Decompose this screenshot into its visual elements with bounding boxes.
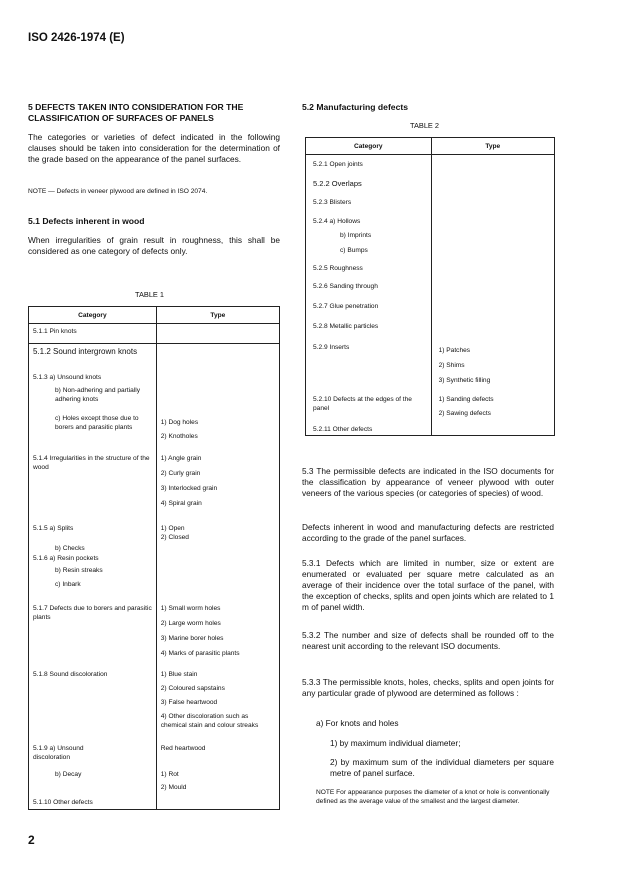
table-cell-type	[431, 319, 554, 339]
table-2-header-type: Type	[431, 138, 554, 155]
table-cell-category: 5.2.7 Glue penetration	[306, 298, 432, 319]
table-cell-category: 5.1.5 a) Splits	[29, 521, 157, 545]
section-5-title	[28, 102, 280, 124]
table-cell-type	[431, 245, 554, 261]
table-row	[306, 298, 555, 319]
table-row	[29, 384, 280, 411]
type-item: 2) Mould	[160, 784, 187, 791]
table-cell-category: 5.2.5 Roughness	[306, 261, 432, 280]
type-item: 3) False heartwood	[160, 699, 218, 706]
table-row	[29, 555, 280, 565]
document-header: ISO 2426-1974 (E)	[28, 32, 125, 44]
table-cell-category: 5.1.6 a) Resin pockets	[29, 555, 157, 565]
table-1	[28, 306, 280, 810]
table-cell-type	[156, 667, 279, 741]
table-cell-category: 5.2.10 Defects at the edges of the panel	[306, 392, 432, 426]
table-2-caption: TABLE 2	[410, 121, 440, 130]
table-row	[306, 245, 555, 261]
table-cell-type	[431, 177, 554, 196]
type-item: 4) Spiral grain	[160, 500, 202, 507]
list-item-2: 2) by maximum sum of the individual diameters per square metre of panel surface.	[330, 757, 554, 778]
table-cell-type	[156, 545, 279, 555]
list-item-1: 1) by maximum individual diameter;	[330, 738, 461, 748]
table-row	[306, 177, 555, 196]
table-cell-category: 5.1.8 Sound discoloration	[29, 667, 157, 741]
type-item: 1) Blue stain	[160, 671, 198, 678]
section-5-3-paragraph2: Defects inherent in wood and manufacturing defects are restricted according to the grade of the panel surfaces.	[302, 522, 554, 543]
table-row	[29, 595, 280, 667]
table-row	[29, 521, 280, 545]
table-cell-category: b) Imprints	[306, 230, 432, 245]
table-cell-type	[156, 565, 279, 579]
page-number: 2	[28, 833, 35, 847]
table-row	[29, 579, 280, 595]
section-5-paragraph: The categories or varieties of defect indicated in the following clauses should be taken into consideration for the determination of the grade based on the appearance of the panel surfaces.	[28, 132, 280, 164]
table-row	[306, 426, 555, 435]
table-row	[29, 545, 280, 555]
table-cell-type	[156, 769, 279, 799]
table-cell-type	[156, 555, 279, 565]
type-item: 1) Open	[160, 525, 185, 532]
table-cell-category: 5.1.9 a) Unsound discoloration	[29, 741, 157, 769]
table-row	[29, 344, 280, 375]
type-item: 1) Sanding defects	[438, 396, 494, 403]
table-cell-category: 5.1.3 a) Unsound knots	[29, 374, 157, 384]
type-item: 1) Rot	[160, 771, 179, 778]
table-row	[306, 392, 555, 426]
table-cell-category: 5.2.4 a) Hollows	[306, 215, 432, 230]
table-cell-type	[156, 799, 279, 810]
section-5-title-line2: CLASSIFICATION OF SURFACES OF PANELS	[28, 113, 214, 123]
section-5-3-paragraph1: 5.3 The permissible defects are indicated in the ISO documents for the classification by appearance of veneer plywood with outer veneers of the various species (or categories of species) of wood.	[302, 466, 554, 498]
table-cell-type	[431, 230, 554, 245]
table-cell-type	[156, 374, 279, 384]
type-item: 1) Dog holes	[160, 419, 199, 426]
table-cell-category: 5.1.4 Irregularities in the structure of the wood	[29, 449, 157, 521]
type-item: 1) Patches	[438, 347, 471, 354]
table-cell-category: 5.1.10 Other defects	[29, 799, 157, 810]
table-row	[29, 741, 280, 769]
section-5-2-title: 5.2 Manufacturing defects	[302, 102, 409, 112]
table-cell-type	[156, 579, 279, 595]
table-cell-category: 5.2.11 Other defects	[306, 426, 432, 435]
type-item: 1) Angle grain	[160, 455, 202, 462]
type-item: 3) Marine borer holes	[160, 635, 224, 642]
type-item: Red heartwood	[160, 745, 206, 752]
type-item: 2) Coloured sapstains	[160, 685, 225, 692]
list-item-a: a) For knots and holes	[316, 718, 399, 728]
table-cell-type	[156, 384, 279, 411]
table-cell-category: b) Non-adhering and partially adhering knots	[29, 384, 157, 411]
section-5-note: NOTE — Defects in veneer plywood are defined in ISO 2074.	[28, 188, 208, 195]
table-row	[29, 799, 280, 810]
table-cell-type	[156, 344, 279, 375]
table-cell-category: 5.2.6 Sanding through	[306, 280, 432, 298]
table-row	[29, 411, 280, 449]
table-cell-category: c) Holes except those due to borers and parasitic plants	[29, 411, 157, 449]
table-row	[29, 667, 280, 741]
table-2	[305, 137, 555, 436]
table-cell-type	[431, 339, 554, 392]
section-5-3-note: NOTE For appearance purposes the diameter of a knot or hole is conventionally defined as the average value of the smallest and the largest diameter.	[316, 789, 550, 805]
table-row	[29, 769, 280, 799]
type-item: 2) Knotholes	[160, 433, 198, 440]
table-row	[306, 339, 555, 392]
table-row	[29, 374, 280, 384]
table-cell-type	[431, 298, 554, 319]
table-cell-category: c) Bumps	[306, 245, 432, 261]
table-cell-category: 5.1.7 Defects due to borers and parasitic plants	[29, 595, 157, 667]
table-row	[306, 230, 555, 245]
table-cell-category: 5.1.2 Sound intergrown knots	[29, 344, 157, 375]
type-item: 2) Curly grain	[160, 470, 201, 477]
table-cell-category: c) Inbark	[29, 579, 157, 595]
table-row	[306, 215, 555, 230]
table-1-caption: TABLE 1	[135, 290, 165, 299]
section-5-3-1-paragraph: 5.3.1 Defects which are limited in number, size or extent are enumerated or evaluated per square metre calculated as an average of their incidence over the total surface of the panel, with the exception of checks, splits and open joints which are related to 1 m of panel width.	[302, 558, 554, 612]
table-cell-type	[156, 521, 279, 545]
table-row	[306, 155, 555, 178]
table-cell-type	[156, 741, 279, 769]
table-1-header-category: Category	[29, 307, 157, 324]
table-cell-category: 5.2.2 Overlaps	[306, 177, 432, 196]
table-row	[29, 565, 280, 579]
section-5-1-paragraph: When irregularities of grain result in roughness, this shall be considered as one category of defects only.	[28, 235, 280, 256]
type-item: 2) Large worm holes	[160, 620, 221, 627]
table-row	[306, 261, 555, 280]
table-row	[306, 319, 555, 339]
table-row	[306, 196, 555, 215]
table-cell-category: b) Decay	[29, 769, 157, 799]
section-5-3-3-paragraph: 5.3.3 The permissible knots, holes, checks, splits and open joints for any particular grade of plywood are determined as follows :	[302, 677, 554, 698]
table-cell-category: b) Resin streaks	[29, 565, 157, 579]
table-cell-type	[156, 324, 279, 344]
table-cell-category: 5.2.8 Metallic particles	[306, 319, 432, 339]
section-5-title-line1: 5 DEFECTS TAKEN INTO CONSIDERATION FOR THE	[28, 102, 244, 112]
type-item: 2) Shims	[438, 362, 465, 369]
table-cell-type	[156, 449, 279, 521]
table-cell-category: 5.2.9 Inserts	[306, 339, 432, 392]
table-row	[29, 324, 280, 344]
table-cell-category: b) Checks	[29, 545, 157, 555]
type-item: 4) Other discoloration such as chemical stain and colour streaks	[160, 713, 259, 729]
table-1-header-type: Type	[156, 307, 279, 324]
table-cell-type	[431, 280, 554, 298]
type-item: 3) Interlocked grain	[160, 485, 218, 492]
table-cell-category: 5.1.1 Pin knots	[29, 324, 157, 344]
type-item: 4) Marks of parasitic plants	[160, 650, 240, 657]
table-cell-type	[431, 196, 554, 215]
type-item: 2) Closed	[160, 533, 189, 541]
table-cell-category: 5.2.1 Open joints	[306, 155, 432, 178]
table-cell-type	[431, 392, 554, 426]
table-cell-type	[156, 595, 279, 667]
table-cell-type	[431, 155, 554, 178]
table-cell-type	[431, 215, 554, 230]
table-row	[306, 280, 555, 298]
type-item: 2) Sawing defects	[438, 410, 491, 417]
type-item: 3) Synthetic filling	[438, 377, 491, 384]
type-item: 1) Small worm holes	[160, 605, 221, 612]
table-cell-category: 5.2.3 Blisters	[306, 196, 432, 215]
table-row	[29, 449, 280, 521]
section-5-1-title: 5.1 Defects inherent in wood	[28, 216, 145, 226]
section-5-3-2-paragraph: 5.3.2 The number and size of defects shall be rounded off to the nearest unit according to the relevant ISO documents.	[302, 630, 554, 651]
table-2-header-category: Category	[306, 138, 432, 155]
table-cell-type	[431, 261, 554, 280]
table-cell-type	[431, 426, 554, 435]
table-cell-type	[156, 411, 279, 449]
